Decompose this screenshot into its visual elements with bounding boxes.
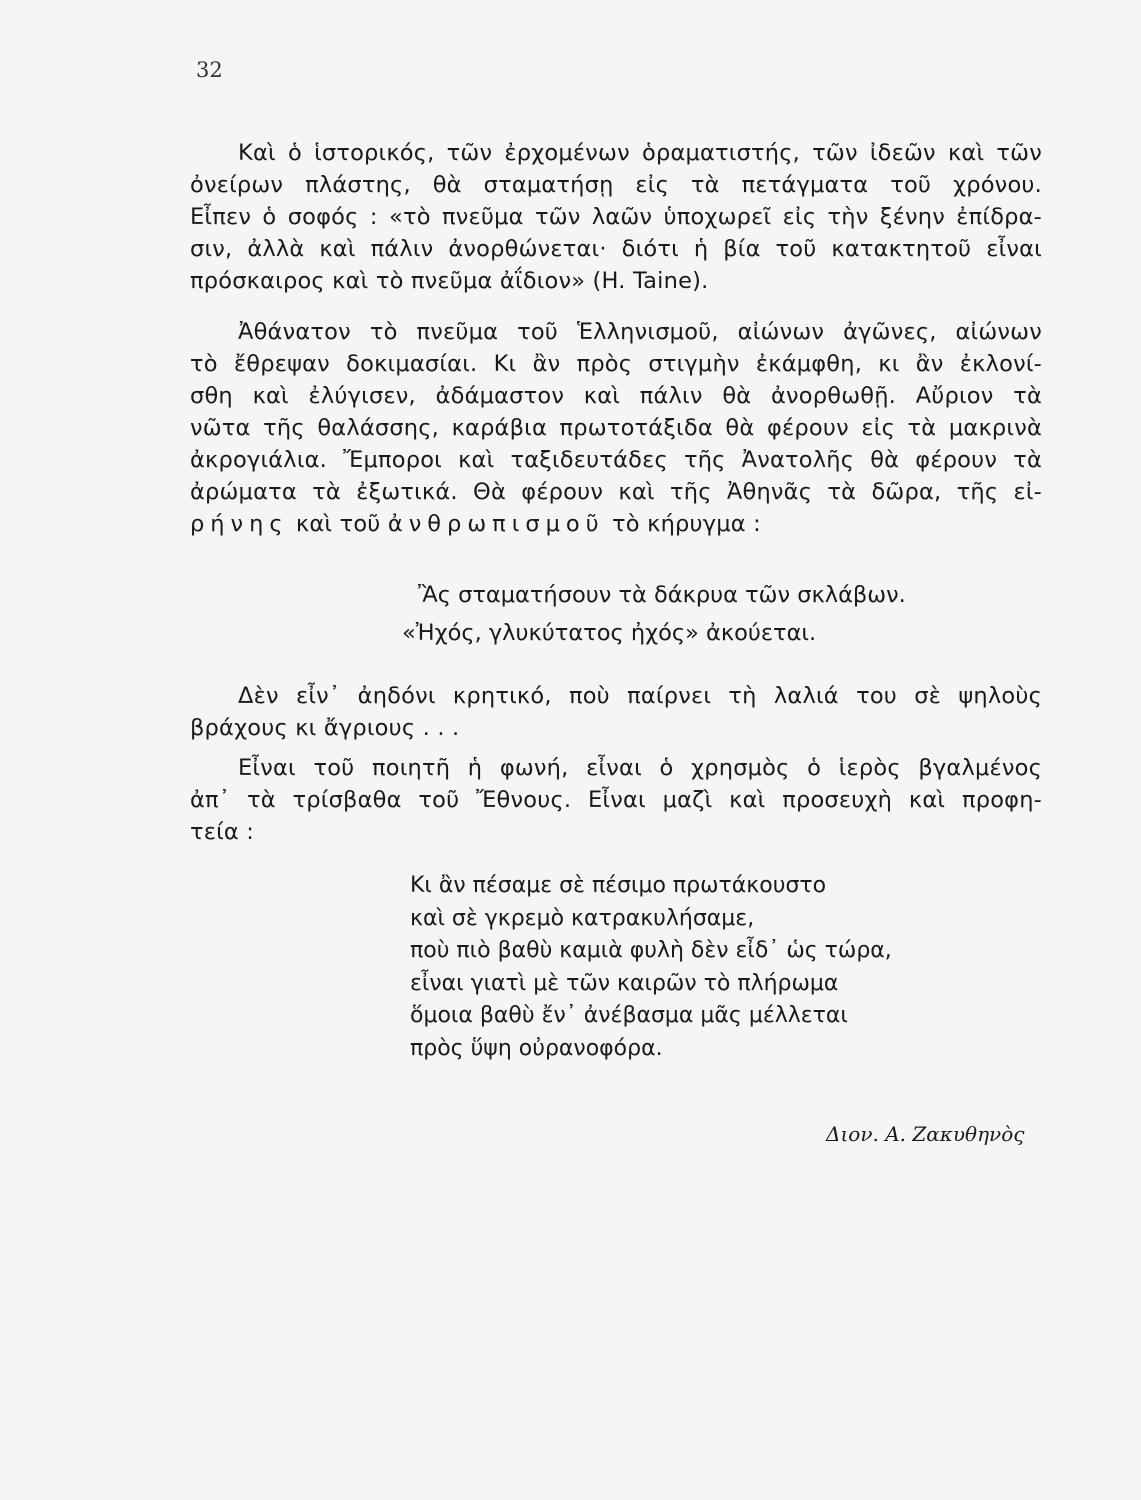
poem-line: πρὸς ὕψη οὐρανοφόρα. — [410, 1035, 663, 1061]
author-signature: Διον. Α. Ζακυθηνὸς — [826, 1122, 1025, 1146]
page-number: 32 — [196, 58, 223, 82]
text-line — [190, 508, 1042, 540]
text-line: πρόσκαιρος καὶ τὸ πνεῦμα ἀΐδιον» (H. Taine). — [190, 268, 709, 294]
text-line: ἀπ᾽ τὰ τρίσβαθα τοῦ Ἔθνους. Εἶναι μαζὶ καὶ προσευχὴ καὶ προφη- — [190, 787, 1042, 813]
paragraph-nightingale — [190, 680, 1042, 744]
text-line: Εἶναι τοῦ ποιητῆ ἡ φωνή, εἶναι ὁ χρησμὸς ὁ ἱερὸς βγαλμένος — [238, 755, 1042, 781]
text-line: Εἶπεν ὁ σοφός : «τὸ πνεῦμα τῶν λαῶν ὑποχωρεῖ εἰς τὴν ξένην ἐπίδρα- — [190, 204, 1042, 230]
text-fragment: τὸ κήρυγμα : — [604, 511, 761, 537]
quote-line-2: «Ἠχός, γλυκύτατος ἠχός» ἀκούεται. — [402, 620, 817, 646]
text-line: ἀρώματα τὰ ἐξωτικά. Θὰ φέρουν καὶ τῆς Ἀθηνᾶς τὰ δῶρα, τῆς εἰ- — [190, 479, 1042, 505]
paragraph-historian — [190, 137, 1042, 297]
spaced-word: ρήνης — [190, 511, 289, 537]
poem — [410, 870, 892, 1065]
poem-line: Κι ἂν πέσαμε σὲ πέσιμο πρωτάκουστο — [410, 873, 827, 898]
poem-line: εἶναι γιατὶ μὲ τῶν καιρῶν τὸ πλήρωμα — [410, 970, 839, 996]
text-line: Ἀθάνατον τὸ πνεῦμα τοῦ Ἑλληνισμοῦ, αἰώνων ἀγῶνες, αἰώνων — [238, 319, 1042, 345]
text-line: σθη καὶ ἐλύγισεν, ἀδάμαστον καὶ πάλιν θὰ ἀνορθωθῇ. Αὔριον τὰ — [190, 383, 1042, 409]
text-line: βράχους κι ἄγριους . . . — [190, 715, 460, 741]
paragraph-poet-voice — [190, 752, 1042, 848]
text-line: νῶτα τῆς θαλάσσης, καράβια πρωτοτάξιδα θὰ φέρουν εἰς τὰ μακρινὰ — [190, 415, 1042, 441]
text-fragment: καὶ τοῦ — [288, 511, 388, 537]
quote-line-1: Ἂς σταματήσουν τὰ δάκρυα τῶν σκλάβων. — [418, 582, 906, 608]
text-line: Καὶ ὁ ἱστορικός, τῶν ἐρχομένων ὁραματιστής, τῶν ἰδεῶν καὶ τῶν — [238, 140, 1042, 166]
text-line: σιν, ἀλλὰ καὶ πάλιν ἀνορθώνεται· διότι ἡ βία τοῦ κατακτητοῦ εἶναι — [190, 236, 1042, 262]
paragraph-hellenism — [190, 316, 1042, 540]
text-line: τὸ ἔθρεψαν δοκιμασίαι. Κι ἂν πρὸς στιγμὴν ἐκάμφθη, κι ἂν ἐκλονί- — [190, 351, 1042, 377]
poem-line: καὶ σὲ γκρεμὸ κατρακυλήσαμε, — [410, 905, 755, 931]
text-line: Δὲν εἶν᾽ ἀηδόνι κρητικό, ποὺ παίρνει τὴ λαλιά του σὲ ψηλοὺς — [238, 683, 1042, 709]
poem-line: ὅμοια βαθὺ ἔν᾽ ἀνέβασμα μᾶς μέλλεται — [410, 1003, 848, 1028]
spaced-word: ἀνθρωπισμοῦ — [387, 511, 605, 537]
poem-line: ποὺ πιὸ βαθὺ καμιὰ φυλὴ δὲν εἶδ᾽ ὡς τώρα, — [410, 938, 892, 963]
text-line: ἀκρογιάλια. Ἔμποροι καὶ ταξιδευτάδες τῆς Ἀνατολῆς θὰ φέρουν τὰ — [190, 447, 1042, 473]
text-line: ὀνείρων πλάστης, θὰ σταματήσῃ εἰς τὰ πετάγματα τοῦ χρόνου. — [190, 172, 1042, 198]
text-line: τεία : — [190, 819, 255, 845]
